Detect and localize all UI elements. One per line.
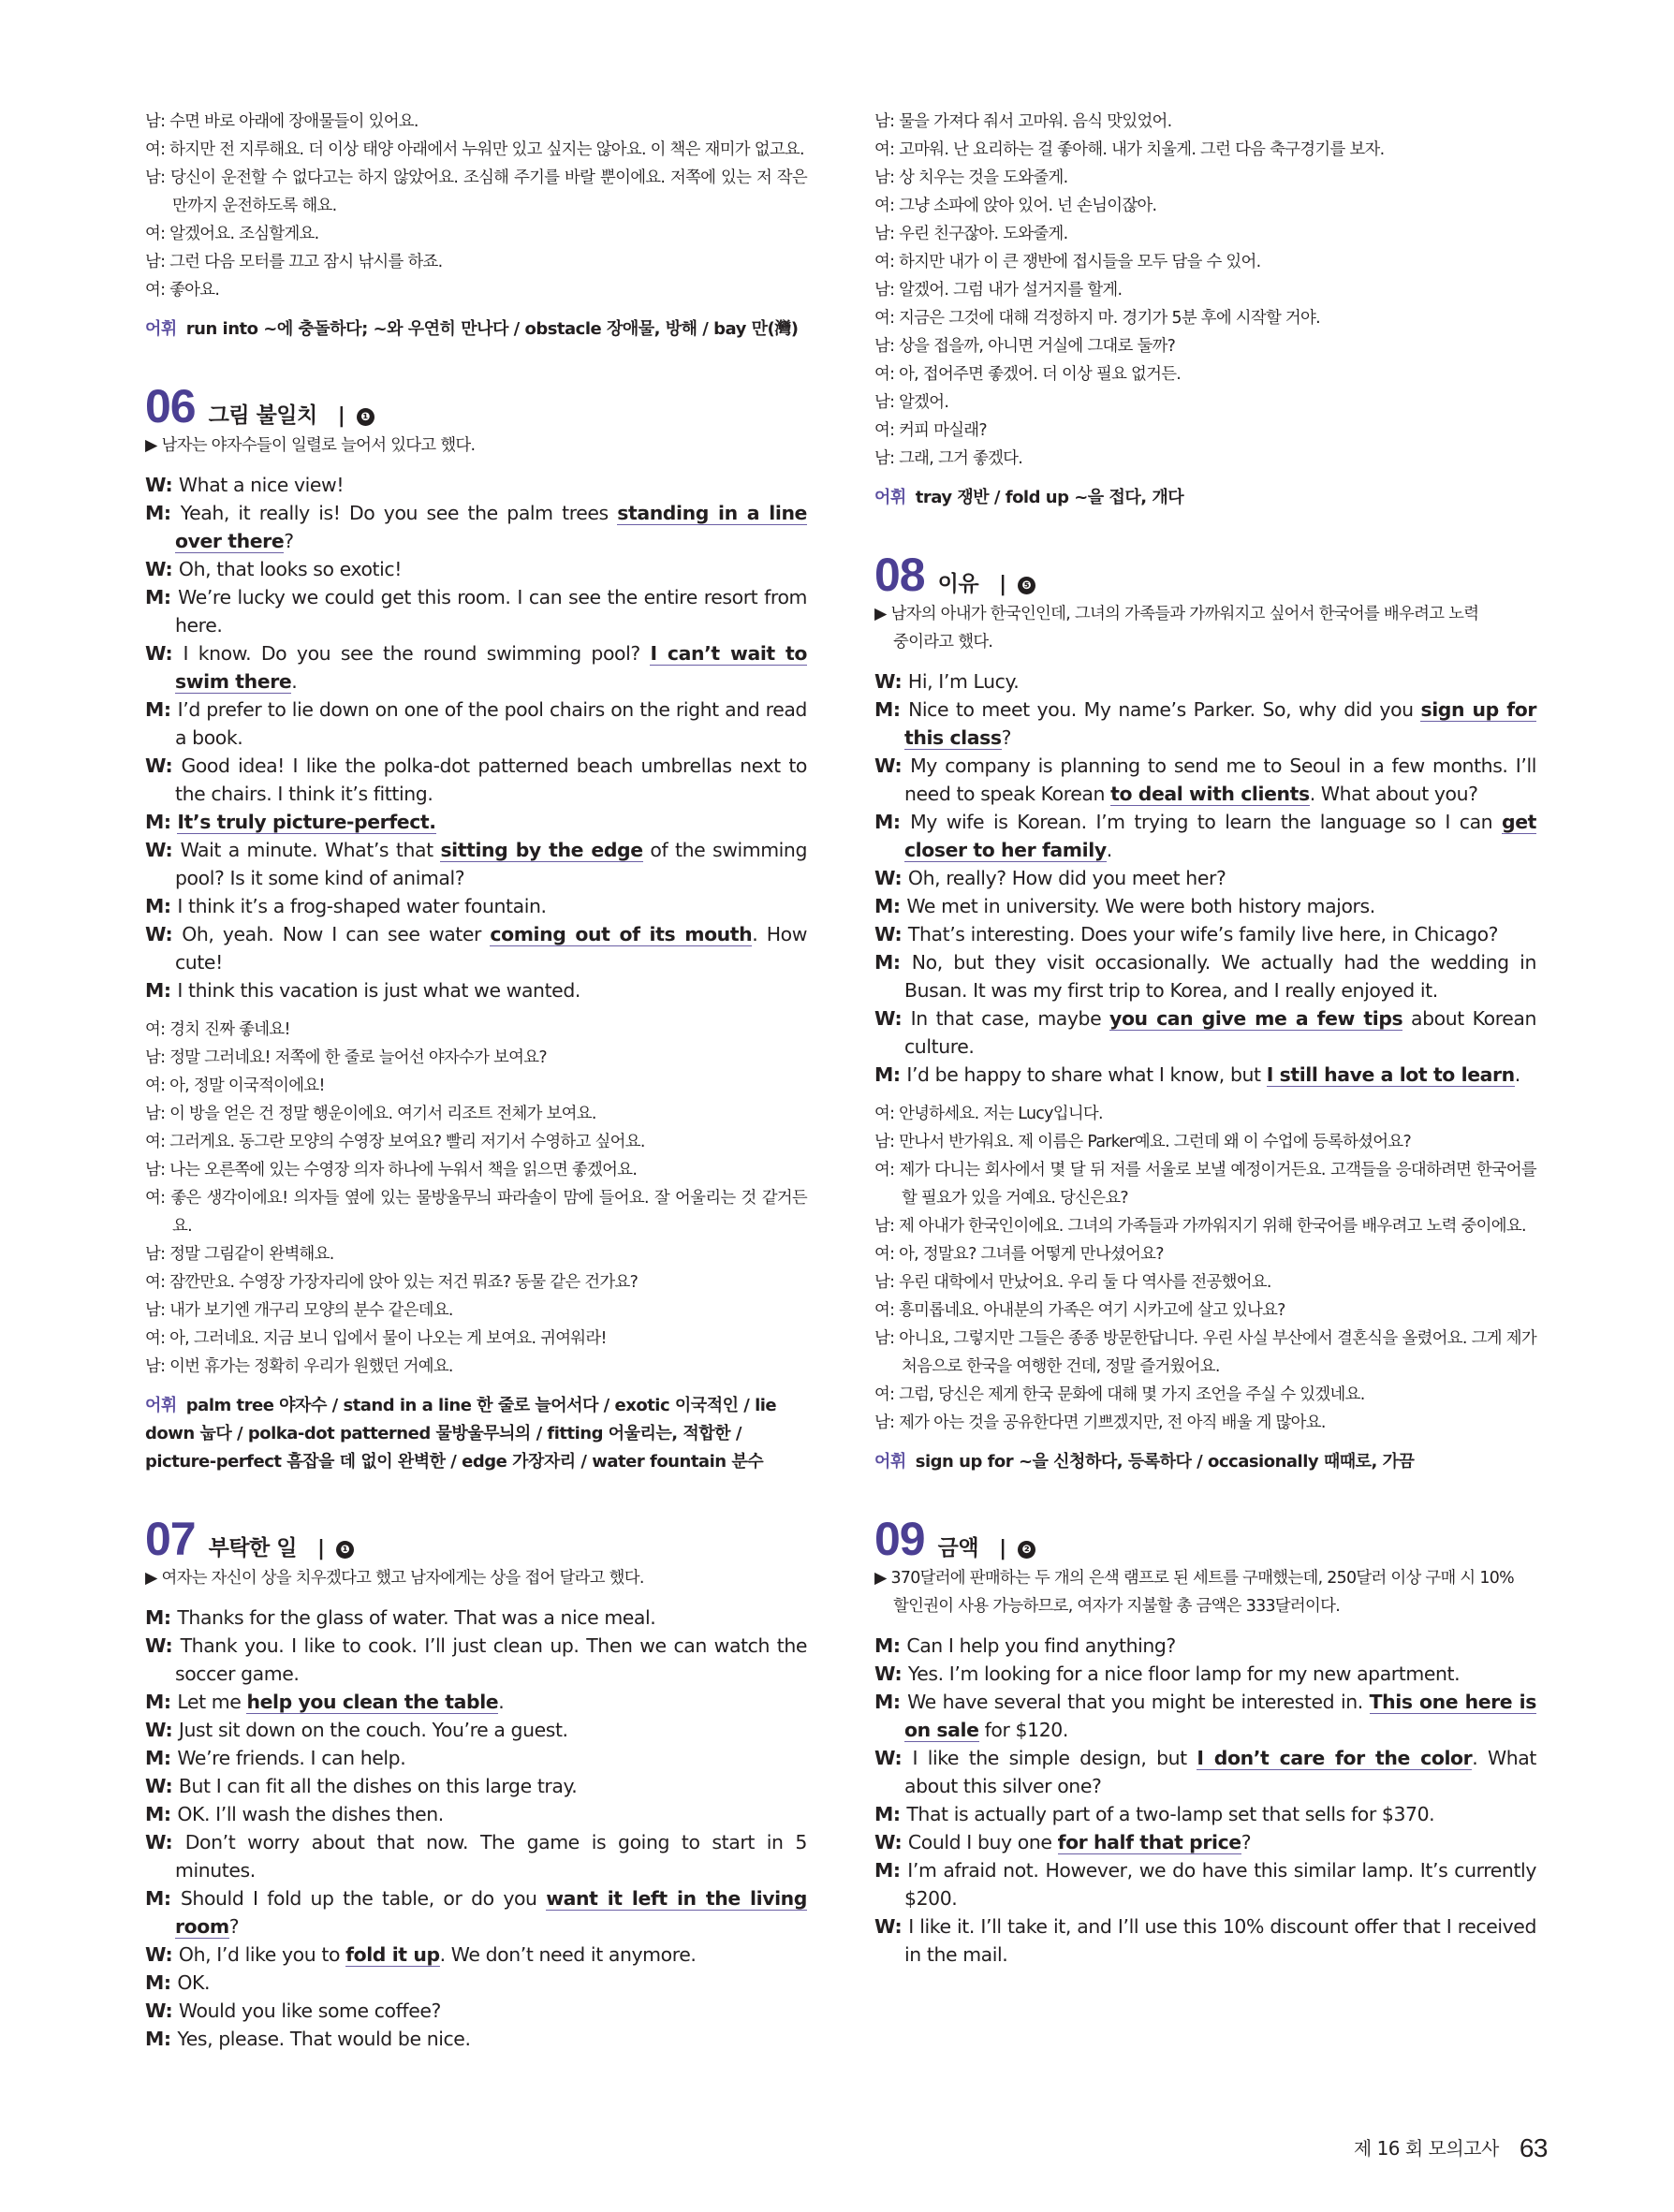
dialog-line <box>874 1744 1536 1800</box>
section-06-korean <box>145 1016 807 1381</box>
speaker-label: M: <box>874 895 907 917</box>
dialog-line <box>145 696 807 752</box>
section-09-header <box>874 1514 1536 1564</box>
korean-line: 여: 흥미롭네요. 아내분의 가족은 여기 시카고에 살고 있나요? <box>874 1301 1285 1320</box>
answer-mark: ❶ <box>357 408 374 426</box>
dialog-text: OK. I’ll wash the dishes then. <box>177 1803 444 1825</box>
korean-line: 여: 고마워. 난 요리하는 걸 좋아해. 내가 치울게. 그런 다음 축구경기를 보자. <box>874 140 1385 159</box>
vocab-text: tray 쟁반 / fold up ~을 접다, 개다 <box>915 488 1184 507</box>
answer-mark: ❺ <box>1018 577 1035 594</box>
speaker-label: W: <box>145 474 179 496</box>
dialog-text: about Korean culture. <box>904 1007 1537 1058</box>
speaker-label: M: <box>145 1803 178 1825</box>
dialog-text: I think it’s a frog-shaped water fountain. <box>177 895 547 917</box>
divider: | <box>317 1537 326 1560</box>
dialog-text: I like it. I’ll take it, and I’ll use this 10% discount offer that I received in the mail. <box>904 1915 1536 1966</box>
korean-line: 여: 지금은 그것에 대해 걱정하지 마. 경기가 5분 후에 시작할 거야. <box>874 309 1320 328</box>
section-title: 부탁한 일 <box>208 1536 298 1560</box>
vocab-tag: 어휘 <box>874 488 906 507</box>
dialog-text: . <box>291 670 298 693</box>
dialog-line <box>145 1744 807 1772</box>
section-number: 09 <box>874 1513 925 1565</box>
summary-line: ▶ 남자의 아내가 한국인인데, 그녀의 가족들과 가까워지고 싶어서 한국어를 배우려고 노력 <box>874 605 1479 623</box>
dialog-text: My wife is Korean. I’m trying to learn the language so I can <box>910 811 1503 833</box>
speaker-label: W: <box>145 923 183 945</box>
dialog-text: Should I fold up the table, or do you <box>180 1887 547 1910</box>
page-number: 63 <box>1519 2133 1548 2162</box>
dialog-line <box>145 1772 807 1800</box>
korean-line: 여: 그러게요. 동그란 모양의 수영장 보여요? 빨리 저기서 수영하고 싶어요. <box>145 1133 645 1151</box>
section-09-summary <box>874 1564 1536 1620</box>
speaker-label: W: <box>145 1719 179 1741</box>
speaker-label: M: <box>874 1803 907 1825</box>
dialog-text: I’m afraid not. However, we do have this similar lamp. It’s currently $200. <box>904 1859 1536 1910</box>
vocab-tag: 어휘 <box>145 319 177 339</box>
vocab-text: run into ~에 충돌하다; ~와 우연히 만나다 / obstacle 장애물, 방해 / bay 만(灣) <box>185 319 799 339</box>
dialog-text: Hi, I’m Lucy. <box>907 670 1020 693</box>
dialog-text: We’re friends. I can help. <box>177 1747 406 1769</box>
speaker-label: M: <box>145 1887 181 1910</box>
dialog-text: ? <box>1001 726 1012 749</box>
korean-line: 여: 하지만 전 지루해요. 더 이상 태양 아래에서 누워만 있고 싶지는 않아요. 이 책은 재미가 없고요. <box>145 140 804 159</box>
korean-line: 남: 수면 바로 아래에 장애물들이 있어요. <box>145 112 418 131</box>
key-phrase: standing in a line over there <box>175 502 807 552</box>
korean-line: 여: 커피 마실래? <box>874 421 987 440</box>
dialog-line <box>145 752 807 808</box>
speaker-label: M: <box>145 979 178 1002</box>
key-phrase: sitting by the edge <box>440 839 643 861</box>
korean-line: 남: 아니요, 그렇지만 그들은 종종 방문한답니다. 우린 사실 부산에서 결혼식을 올렸어요. 그게 제가 처음으로 한국을 여행한 건데, 정말 즐거웠어요. <box>874 1329 1536 1376</box>
speaker-label: W: <box>145 754 182 777</box>
key-phrase: want it left in the living room <box>175 1887 807 1938</box>
speaker-label: M: <box>145 2028 178 2050</box>
speaker-label: M: <box>874 811 911 833</box>
dialog-line <box>874 1912 1536 1969</box>
dialog-text: That is actually part of a two-lamp set that sells for $370. <box>906 1803 1435 1825</box>
korean-line: 여: 그냥 소파에 앉아 있어. 넌 손님이잖아. <box>874 197 1157 215</box>
dialog-line <box>874 752 1536 808</box>
dialog-text: In that case, maybe <box>910 1007 1110 1030</box>
dialog-line <box>145 583 807 639</box>
speaker-label: M: <box>874 951 912 974</box>
intro-korean <box>145 108 807 304</box>
dialog-line <box>874 1800 1536 1828</box>
dialog-line <box>145 1632 807 1688</box>
section-title: 그림 불일치 <box>208 403 317 428</box>
answer-mark: ❶ <box>336 1541 354 1559</box>
summary-line: 할인권이 사용 가능하므로, 여자가 지불할 총 금액은 333달러이다. <box>893 1597 1341 1616</box>
dialog-text: for $120. <box>978 1719 1068 1741</box>
dialog-line <box>145 1884 807 1941</box>
korean-line: 남: 정말 그림같이 완벽해요. <box>145 1245 334 1264</box>
dialog-text: . <box>498 1691 505 1713</box>
dialog-text: Let me <box>177 1691 247 1713</box>
dialog-line <box>145 808 807 836</box>
dialog-text: . <box>1106 839 1112 861</box>
speaker-label: W: <box>145 558 179 580</box>
dialog-line <box>874 1688 1536 1744</box>
section-08-korean <box>874 1100 1536 1437</box>
korean-line: 남: 제 아내가 한국인이에요. 그녀의 가족들과 가까워지기 위해 한국어를 배우려고 노력 중이에요. <box>874 1217 1526 1236</box>
answer-mark: ❷ <box>1018 1541 1035 1559</box>
korean-line: 여: 경치 진짜 좋네요! <box>145 1020 290 1039</box>
left-column <box>145 108 807 2053</box>
speaker-label: M: <box>874 1634 907 1657</box>
speaker-label: W: <box>145 1775 179 1797</box>
section-08-summary <box>874 600 1536 656</box>
dialog-text: Yes, please. That would be nice. <box>177 2028 471 2050</box>
section-08-header <box>874 549 1536 600</box>
speaker-label: W: <box>145 1634 181 1657</box>
dialog-text: I like the simple design, but <box>912 1747 1197 1769</box>
dialog-text: ? <box>284 530 294 552</box>
key-phrase: to deal with clients <box>1110 783 1310 805</box>
dialog-text: of the swimming pool? Is it some kind of animal? <box>175 839 807 889</box>
korean-line: 남: 당신이 운전할 수 없다고는 하지 않았어요. 조심해 주기를 바랄 뿐이에요. 저쪽에 있는 저 작은 만까지 운전하도록 해요. <box>145 168 807 215</box>
dialog-line <box>145 471 807 499</box>
dialog-text: Could I buy one <box>907 1831 1058 1853</box>
korean-line: 남: 내가 보기엔 개구리 모양의 분수 같은데요. <box>145 1301 453 1320</box>
dialog-line <box>874 1632 1536 1660</box>
section-number: 07 <box>145 1513 196 1565</box>
korean-line: 여: 좋은 생각이에요! 의자들 옆에 있는 물방울무늬 파라솔이 맘에 들어요. 잘 어울리는 것 같거든요. <box>145 1189 807 1236</box>
section-07-vocab <box>874 484 1536 512</box>
key-phrase: you can give me a few tips <box>1109 1007 1403 1030</box>
dialog-line <box>874 948 1536 1004</box>
speaker-label: W: <box>145 839 181 861</box>
dialog-line <box>874 1004 1536 1061</box>
dialog-line <box>145 1997 807 2025</box>
speaker-label: M: <box>874 1691 908 1713</box>
speaker-label: M: <box>145 586 179 608</box>
section-title: 이유 <box>937 572 979 596</box>
exam-label: 제 16 회 모의고사 <box>1353 2137 1499 2160</box>
dialog-line <box>145 1716 807 1744</box>
dialog-line <box>145 1941 807 1969</box>
section-07-summary: ▶ 여자는 자신이 상을 치우겠다고 했고 남자에게는 상을 접어 달라고 했다. <box>145 1569 644 1588</box>
dialog-text: Would you like some coffee? <box>178 2000 441 2022</box>
dialog-text: We met in university. We were both history majors. <box>906 895 1375 917</box>
korean-line: 남: 나는 오른쪽에 있는 수영장 의자 하나에 누워서 책을 읽으면 좋겠어요. <box>145 1161 638 1179</box>
section-06-header <box>145 381 807 432</box>
speaker-label: M: <box>145 895 178 917</box>
key-phrase: fold it up <box>345 1943 440 1966</box>
key-phrase: sign up for this class <box>904 698 1536 749</box>
speaker-label: W: <box>874 1007 911 1030</box>
speaker-label: M: <box>874 1063 907 1086</box>
dialog-text: But I can fit all the dishes on this large tray. <box>178 1775 578 1797</box>
dialog-line <box>145 976 807 1004</box>
summary-line: ▶ 370달러에 판매하는 두 개의 은색 램프로 된 세트를 구매했는데, 250달러 이상 구매 시 10% <box>874 1569 1514 1588</box>
korean-line: 남: 제가 아는 것을 공유한다면 기쁘겠지만, 전 아직 배울 게 많아요. <box>874 1414 1326 1432</box>
dialog-line <box>145 1969 807 1997</box>
dialog-line <box>874 1061 1536 1089</box>
speaker-label: W: <box>874 923 908 945</box>
korean-line: 남: 만나서 반가워요. 제 이름은 Parker예요. 그런데 왜 이 수업에 등록하셨어요? <box>874 1133 1412 1151</box>
divider: | <box>999 1537 1007 1560</box>
dialog-text: We have several that you might be interested in. <box>907 1691 1370 1713</box>
dialog-text: . What about you? <box>1309 783 1478 805</box>
dialog-text: Oh, that looks so exotic! <box>178 558 403 580</box>
speaker-label: W: <box>874 1663 908 1685</box>
dialog-line <box>145 639 807 696</box>
korean-line: 여: 하지만 내가 이 큰 쟁반에 접시들을 모두 담을 수 있어. <box>874 253 1261 271</box>
key-phrase: This one here is on sale <box>904 1691 1536 1741</box>
key-phrase: It’s truly picture-perfect. <box>177 811 436 833</box>
dialog-text: My company is planning to send me to Seoul in a few months. I’ll need to speak Korean <box>904 754 1536 805</box>
dialog-line <box>874 1856 1536 1912</box>
korean-line: 남: 우린 대학에서 만났어요. 우리 둘 다 역사를 전공했어요. <box>874 1273 1271 1292</box>
section-09-dialog <box>874 1632 1536 1969</box>
speaker-label: W: <box>145 1831 185 1853</box>
korean-line: 여: 아, 접어주면 좋겠어. 더 이상 필요 없거든. <box>874 365 1182 384</box>
section-07-dialog <box>145 1604 807 2053</box>
dialog-line <box>874 892 1536 920</box>
dialog-text: I’d prefer to lie down on one of the pool chairs on the right and read a book. <box>175 698 807 749</box>
speaker-label: W: <box>145 2000 179 2022</box>
dialog-text: Oh, I’d like you to <box>178 1943 346 1966</box>
korean-line: 남: 알겠어. <box>874 393 949 412</box>
speaker-label: M: <box>145 1606 178 1629</box>
speaker-label: W: <box>874 1747 913 1769</box>
speaker-label: M: <box>145 502 181 524</box>
korean-line: 남: 우린 친구잖아. 도와줄게. <box>874 225 1068 243</box>
key-phrase: coming out of its mouth <box>490 923 753 945</box>
section-06-summary: ▶ 남자는 야자수들이 일렬로 늘어서 있다고 했다. <box>145 436 476 455</box>
dialog-text: . We don’t need it anymore. <box>439 1943 697 1966</box>
speaker-label: M: <box>874 698 909 721</box>
dialog-line <box>145 920 807 976</box>
intro-vocab <box>145 315 807 344</box>
vocab-text: sign up for ~을 신청하다, 등록하다 / occasionally 때때로, 가끔 <box>915 1452 1415 1472</box>
dialog-text: Oh, yeah. Now I can see water <box>182 923 491 945</box>
korean-line: 여: 잠깐만요. 수영장 가장자리에 앉아 있는 저건 뭐죠? 동물 같은 건가요? <box>145 1273 639 1292</box>
korean-line: 여: 아, 정말 이국적이에요! <box>145 1077 325 1095</box>
vocab-text: palm tree 야자수 / stand in a line 한 줄로 늘어서다 / exotic 이국적인 / lie down 눕다 / polka-dot patterned 물방울무늬의 / fitting 어울리는, 적합한 / picture-perfect 흠잡을 데 없이 완벽한 / edge 가장자리 / water fountain 분수 <box>145 1396 777 1472</box>
section-07-header <box>145 1514 807 1564</box>
korean-line: 남: 이 방을 얻은 건 정말 행운이에요. 여기서 리조트 전체가 보여요. <box>145 1105 596 1123</box>
dialog-line <box>874 696 1536 752</box>
korean-line: 여: 제가 다니는 회사에서 몇 달 뒤 저를 서울로 보낼 예정이거든요. 고객들을 응대하려면 한국어를 할 필요가 있을 거예요. 당신은요? <box>874 1161 1536 1208</box>
dialog-text: Yeah, it really is! Do you see the palm trees <box>180 502 618 524</box>
section-number: 06 <box>145 380 196 432</box>
dialog-line <box>145 1828 807 1884</box>
dialog-line <box>145 892 807 920</box>
dialog-text: Thanks for the glass of water. That was a nice meal. <box>177 1606 656 1629</box>
section-08-vocab <box>874 1448 1536 1476</box>
dialog-text: Oh, really? How did you meet her? <box>907 867 1226 889</box>
dialog-line <box>874 864 1536 892</box>
key-phrase: I still have a lot to learn <box>1266 1063 1515 1086</box>
key-phrase: I don’t care for the color <box>1197 1747 1473 1769</box>
key-phrase: I can’t wait to swim there <box>175 642 807 693</box>
right-column <box>874 108 1536 1969</box>
speaker-label: M: <box>145 1747 178 1769</box>
dialog-line <box>874 1660 1536 1688</box>
dialog-line <box>145 2025 807 2053</box>
page-footer <box>1354 2131 1548 2161</box>
section-07-korean <box>874 108 1536 473</box>
speaker-label: M: <box>145 698 178 721</box>
dialog-line <box>145 499 807 555</box>
dialog-text: ? <box>228 1915 240 1938</box>
key-phrase: get closer to her family <box>904 811 1536 861</box>
divider: | <box>999 573 1007 596</box>
dialog-text: I’d be happy to share what I know, but <box>906 1063 1267 1086</box>
section-title: 금액 <box>937 1536 979 1560</box>
dialog-text: I think this vacation is just what we wanted. <box>177 979 580 1002</box>
speaker-label: W: <box>874 1915 909 1938</box>
korean-line: 남: 상 치우는 것을 도와줄게. <box>874 168 1068 187</box>
dialog-line <box>145 1800 807 1828</box>
speaker-label: M: <box>145 1691 178 1713</box>
section-06-vocab <box>145 1392 807 1476</box>
dialog-text: ? <box>1241 1831 1252 1853</box>
speaker-label: W: <box>874 867 908 889</box>
korean-line: 여: 안녕하세요. 저는 Lucy입니다. <box>874 1105 1103 1123</box>
dialog-text: . What about this silver one? <box>904 1747 1536 1797</box>
dialog-text: What a nice view! <box>178 474 345 496</box>
dialog-text: Good idea! I like the polka-dot patterned beach umbrellas next to the chairs. I think it’s fitting. <box>175 754 807 805</box>
dialog-line <box>145 836 807 892</box>
dialog-text: No, but they visit occasionally. We actually had the wedding in Busan. It was my first trip to Korea, and I really enjoyed it. <box>904 951 1536 1002</box>
dialog-line <box>874 920 1536 948</box>
dialog-line <box>874 808 1536 864</box>
dialog-text: OK. <box>177 1971 211 1994</box>
dialog-text: . <box>1514 1063 1520 1086</box>
speaker-label: W: <box>874 754 911 777</box>
dialog-line <box>145 555 807 583</box>
dialog-text: Can I help you find anything? <box>906 1634 1176 1657</box>
key-phrase: for half that price <box>1057 1831 1241 1853</box>
korean-line: 여: 좋아요. <box>145 281 220 300</box>
dialog-text: Nice to meet you. My name’s Parker. So, why did you <box>908 698 1421 721</box>
dialog-text: Wait a minute. What’s that <box>180 839 441 861</box>
korean-line: 남: 그래, 그거 좋겠다. <box>874 449 1023 468</box>
korean-line: 남: 정말 그러네요! 저쪽에 한 줄로 늘어선 야자수가 보여요? <box>145 1048 547 1067</box>
dialog-text: That’s interesting. Does your wife’s family live here, in Chicago? <box>907 923 1499 945</box>
key-phrase: help you clean the table <box>246 1691 499 1713</box>
dialog-text: Don’t worry about that now. The game is going to start in 5 minutes. <box>175 1831 808 1882</box>
dialog-line <box>874 1828 1536 1856</box>
korean-line: 여: 아, 그러네요. 지금 보니 입에서 물이 나오는 게 보여요. 귀여워라! <box>145 1329 607 1348</box>
speaker-label: W: <box>874 1831 908 1853</box>
dialog-text: Thank you. I like to cook. I’ll just clean up. Then we can watch the soccer game. <box>175 1634 808 1685</box>
korean-line: 남: 물을 가져다 줘서 고마워. 음식 맛있었어. <box>874 112 1172 131</box>
speaker-label: W: <box>874 670 908 693</box>
speaker-label: W: <box>145 642 184 665</box>
vocab-tag: 어휘 <box>874 1452 906 1472</box>
vocab-tag: 어휘 <box>145 1396 177 1415</box>
korean-line: 남: 상을 접을까, 아니면 거실에 그대로 둘까? <box>874 337 1176 356</box>
korean-line: 여: 아, 정말요? 그녀를 어떻게 만나셨어요? <box>874 1245 1164 1264</box>
dialog-text: Yes. I’m looking for a nice floor lamp for my new apartment. <box>907 1663 1461 1685</box>
dialog-text: . How cute! <box>175 923 807 974</box>
dialog-line <box>874 667 1536 696</box>
korean-line: 남: 알겠어. 그럼 내가 설거지를 할게. <box>874 281 1123 300</box>
speaker-label: M: <box>874 1859 908 1882</box>
korean-line: 남: 이번 휴가는 정확히 우리가 원했던 거예요. <box>145 1357 453 1376</box>
korean-line: 여: 그럼, 당신은 제게 한국 문화에 대해 몇 가지 조언을 주실 수 있겠네요. <box>874 1385 1365 1404</box>
dialog-line <box>145 1604 807 1632</box>
section-06-dialog <box>145 471 807 1004</box>
korean-line: 남: 그런 다음 모터를 끄고 잠시 낚시를 하죠. <box>145 253 443 271</box>
korean-line: 여: 알겠어요. 조심할게요. <box>145 225 319 243</box>
summary-line: 중이라고 했다. <box>893 633 993 652</box>
dialog-text: Just sit down on the couch. You’re a guest. <box>178 1719 568 1741</box>
dialog-text: We’re lucky we could get this room. I can see the entire resort from here. <box>175 586 807 637</box>
speaker-label: W: <box>145 1943 179 1966</box>
speaker-label: M: <box>145 811 178 833</box>
divider: | <box>337 404 345 428</box>
speaker-label: M: <box>145 1971 178 1994</box>
section-number: 08 <box>874 549 925 601</box>
dialog-text: I know. Do you see the round swimming pool? <box>183 642 651 665</box>
dialog-line <box>145 1688 807 1716</box>
section-08-dialog <box>874 667 1536 1089</box>
